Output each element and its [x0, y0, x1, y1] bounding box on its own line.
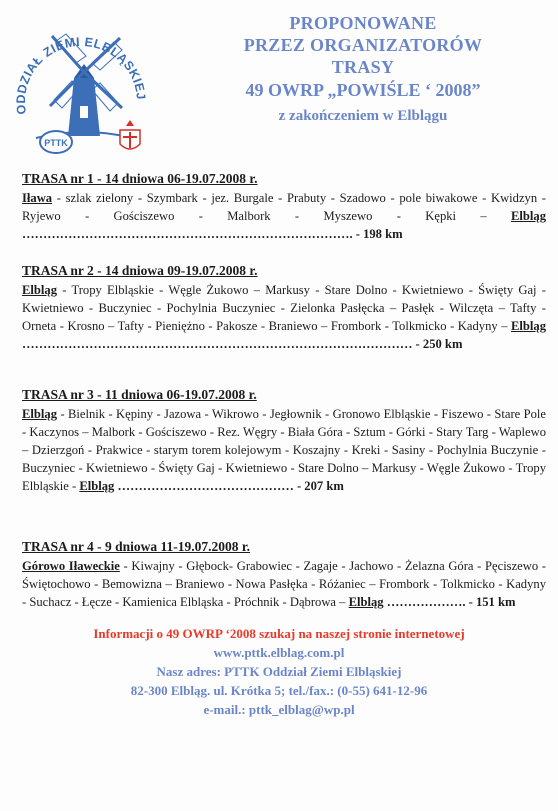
header-line-3: TRASY — [331, 57, 395, 77]
route-title: TRASA nr 4 - 9 dniowa 11-19.07.2008 r. — [22, 539, 251, 554]
route-distance: …………………………………… - 207 km — [114, 479, 344, 493]
route-end: Elbląg — [511, 209, 546, 223]
header-line-1: PROPONOWANE — [289, 13, 437, 33]
route-start: Elbląg — [22, 283, 57, 297]
footer — [0, 624, 558, 719]
address-line-1: Nasz adres: PTTK Oddział Ziemi Elbląskiej — [156, 664, 402, 679]
route-description — [22, 189, 546, 243]
route-description — [22, 405, 546, 495]
logo-ring-text: ODDZIAŁ ZIEMI ELBLĄSKIEJ — [13, 34, 149, 116]
route-start: Elbląg — [22, 407, 57, 421]
footer-info: Informacji o 49 OWRP ‘2008 szukaj na naszej stronie internetowej — [93, 626, 465, 641]
route-title: TRASA nr 1 - 14 dniowa 06-19.07.2008 r. — [22, 171, 258, 186]
route-path: - szlak zielony - Szymbark - jez. Burgale - Prabuty - Szadowo - pole biwakowe - Kwidzyn - Ryjewo - Gościszewo - Malbork - Myszewo - Kępki – — [22, 191, 546, 223]
route-start: Górowo Iławeckie — [22, 559, 120, 573]
route-2 — [22, 262, 546, 353]
route-path: - Bielnik - Kępiny - Jazowa - Wikrowo - Jegłownik - Gronowo Elbląskie - Fiszewo - Stare Pole - Kaczynos – Malbork - Gościszewo - Rez. Węgry - Biała Góra - Sztum - Górki - Stary Targ - Waplewo – Dzierzgoń - Prakwice - starym torem kolejowym - Koszajny - Kreki - Sasiny - Pochylnia Buczynie - Buczyniec - Kwietniewo - Święty Gaj - Kwietniewo - Stare Dolno – Markusy - Węgle Żukowo - Tropy Elbląskie - — [22, 407, 546, 493]
windmill-icon — [6, 8, 156, 158]
route-distance: ………………………………………………………………………………… - 250 km — [22, 337, 463, 351]
route-end: Elbląg — [511, 319, 546, 333]
header — [178, 12, 548, 127]
header-line-5: z zakończeniem w Elblągu — [278, 108, 448, 124]
coat-of-arms-icon — [120, 120, 140, 149]
route-end: Elbląg — [79, 479, 115, 493]
header-line-4: 49 OWRP „POWIŚLE ‘ 2008” — [245, 80, 481, 100]
route-distance: ………………. - 151 km — [383, 595, 516, 609]
address-line-2: 82-300 Elbląg. ul. Krótka 5; tel./fax.: (0-55) 641-12-96 — [130, 683, 428, 698]
route-1 — [22, 170, 546, 243]
logo-badge-text: PTTK — [44, 138, 68, 148]
header-line-2: PRZEZ ORGANIZATORÓW — [243, 35, 483, 55]
route-description — [22, 557, 546, 611]
route-title: TRASA nr 3 - 11 dniowa 06-19.07.2008 r. — [22, 387, 257, 402]
website-link[interactable]: www.pttk.elblag.com.pl — [213, 645, 345, 660]
route-3 — [22, 386, 546, 495]
route-start: Iława — [22, 191, 53, 205]
route-4 — [22, 538, 546, 611]
route-path: - Kiwajny - Głębock- Grabowiec - Zagaje - Jachowo - Żelazna Góra - Pęciszewo - Świętochowo - Bemowizna – Braniewo - Nowa Pasłęka - Różaniec – Frombork - Tolkmicko - Kadyny - Suchacz - Łęcze - Kamienica Elbląska - Próchnik - Dąbrowa – — [22, 559, 547, 609]
route-path: - Tropy Elbląskie - Węgle Żukowo – Markusy - Stare Dolno - Kwietniewo - Święty Gaj - Kwietniewo - Buczyniec - Pochylnia Buczyniec - Zielonka Pasłęcka – Pasłęk - Wilczęta – Tafty - Orneta - Krosno – Tafty - Pieniężno - Pakosze - Braniewo – Frombork - Tolkmicko - Kadyny – — [22, 283, 546, 333]
route-end: Elbląg — [348, 595, 384, 609]
route-title: TRASA nr 2 - 14 dniowa 09-19.07.2008 r. — [22, 263, 258, 278]
route-description — [22, 281, 546, 353]
pttk-logo — [6, 8, 156, 158]
email-link[interactable]: e-mail.: pttk_elblag@wp.pl — [203, 702, 355, 717]
route-distance: ……………………………………………………………………. - 198 km — [22, 227, 403, 241]
